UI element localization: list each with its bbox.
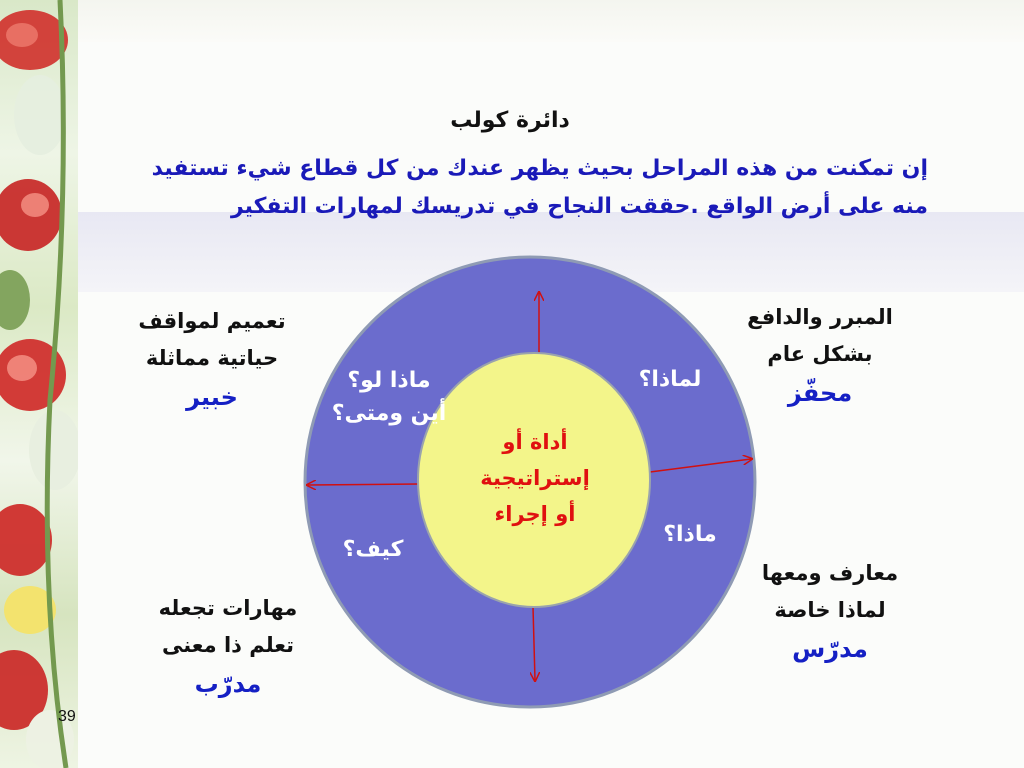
arrow-left [308, 484, 418, 485]
page-number: 39 [58, 708, 76, 725]
side-label-bottom-right [740, 555, 920, 669]
role-label-motivator: محفّز [787, 379, 853, 407]
center-label [430, 424, 640, 532]
center-line-2: إستراتيجية [480, 466, 590, 490]
side-label-line: المبرر والدافع [747, 305, 893, 329]
quadrant-what-if [314, 364, 464, 430]
quadrant-how: كيف؟ [342, 537, 404, 562]
role-label-coach: مدرّب [194, 670, 262, 698]
side-label-line: معارف ومعها [761, 561, 899, 585]
center-line-1: أداة أو [502, 430, 568, 454]
quadrant-what-if-line-1: ماذا لو؟ [347, 368, 431, 393]
center-line-3: أو إجراء [494, 502, 576, 526]
role-label-teacher: مدرّس [792, 635, 868, 663]
side-label-line: بشكل عام [767, 342, 873, 366]
intro-text: إن تمكنت من هذه المراحل بحيث يظهر عندك من كل قطاع شيء تستفيد منه على أرض الواقع .حققت النجاح في تدريسك لمهارات التفكير [151, 156, 928, 219]
role-label-expert: خبير [186, 383, 238, 411]
side-label-line: لماذا خاصة [774, 598, 886, 622]
side-label-line: مهارات تجعله [158, 596, 298, 620]
side-label-line: تعلم ذا معنى [161, 633, 295, 657]
side-label-line: حياتية مماثلة [145, 346, 279, 370]
quadrant-what-if-line-2: أين ومتى؟ [331, 401, 447, 426]
side-label-bottom-left [138, 590, 318, 704]
quadrant-why: لماذا؟ [638, 367, 702, 392]
quadrant-what: ماذا؟ [663, 522, 717, 547]
slide-title: دائرة كولب [450, 108, 570, 133]
side-label-line: تعميم لمواقف [138, 309, 286, 333]
side-label-top-right [730, 299, 910, 413]
side-label-top-left [122, 303, 302, 417]
